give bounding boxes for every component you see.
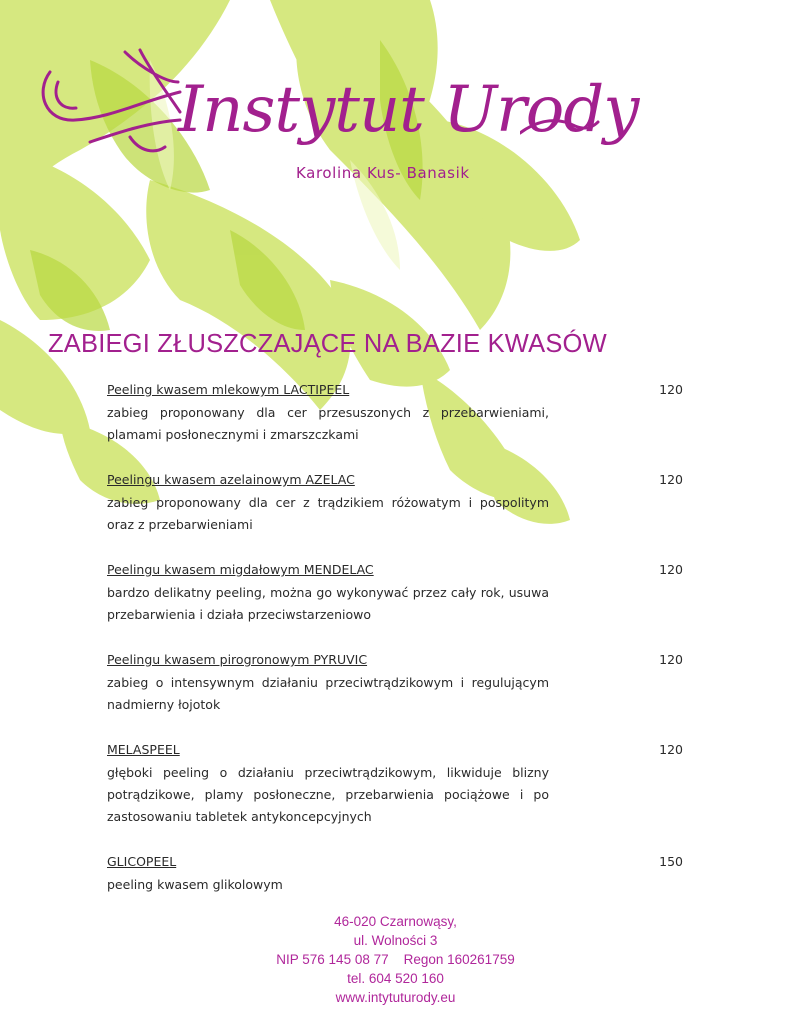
treatment-name: MELASPEEL [107,742,180,757]
treatment-description: bardzo delikatny peeling, można go wykonywać przez cały rok, usuwa przebarwienia i działa przeciwstarzeniowo [107,585,549,622]
treatment-item [107,470,683,536]
treatment-description: zabieg o intensywnym działaniu przeciwtrądzikowym i regulującym nadmierny łojotok [107,675,549,712]
brand-swash-icon [520,108,600,148]
treatment-list [107,380,683,920]
treatment-price: 120 [659,652,683,667]
brand-owner-name: Karolina Kus- Banasik [296,164,470,182]
treatment-item [107,740,683,828]
treatment-price: 120 [659,382,683,397]
treatment-item [107,560,683,626]
treatment-price: 150 [659,854,683,869]
footer-postal: 46-020 Czarnowąsy, [334,914,457,929]
treatment-description: zabieg proponowany dla cer przesuszonych z przebarwieniami, plamami posłonecznymi i zmarszczkami [107,405,549,442]
contact-footer [0,912,791,1007]
treatment-item [107,650,683,716]
footer-website-link[interactable]: www.intytuturody.eu [335,990,456,1005]
treatment-name: GLICOPEEL [107,854,177,869]
footer-nip-regon: NIP 576 145 08 77 Regon 160261759 [276,952,515,967]
section-heading: ZABIEGI ZŁUSZCZAJĄCE NA BAZIE KWASÓW [48,330,607,358]
footer-phone: tel. 604 520 160 [347,971,444,986]
footer-street: ul. Wolności 3 [353,933,438,948]
logo-ornament-icon [30,42,190,162]
treatment-name: Peelingu kwasem migdałowym MENDELAC [107,562,374,577]
brand-title: Instytut Urody [178,73,639,147]
treatment-description: głęboki peeling o działaniu przeciwtrądzikowym, likwiduje blizny potrądzikowe, plamy posłoneczne, przebarwienia pociążowe i po zastosowaniu tabletek antykoncepcyjnych [107,765,549,824]
treatment-item [107,380,683,446]
treatment-name: Peeling kwasem mlekowym LACTIPEEL [107,382,350,397]
treatment-name: Peelingu kwasem pirogronowym PYRUVIC [107,652,368,667]
treatment-description: zabieg proponowany dla cer z trądzikiem różowatym i pospolitym oraz z przebarwieniami [107,495,549,532]
treatment-description: peeling kwasem glikolowym [107,877,283,892]
treatment-price: 120 [659,472,683,487]
treatment-price: 120 [659,742,683,757]
treatment-price: 120 [659,562,683,577]
treatment-item [107,852,683,896]
treatment-name: Peelingu kwasem azelainowym AZELAC [107,472,355,487]
